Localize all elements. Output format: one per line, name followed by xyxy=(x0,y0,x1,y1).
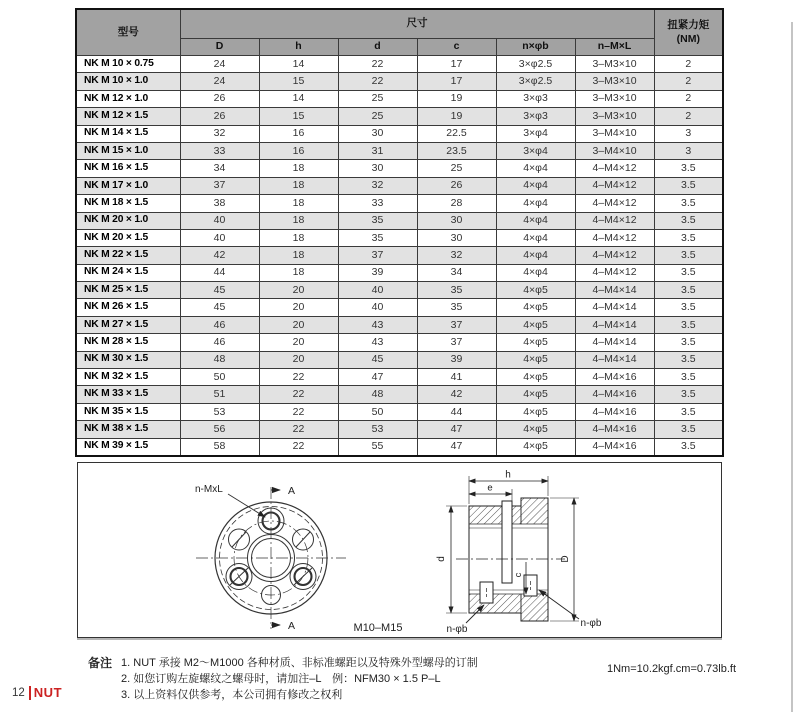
table-row xyxy=(76,334,723,351)
value-cell: 2 xyxy=(654,73,723,90)
table-row xyxy=(76,299,723,316)
value-cell: 4–M4×16 xyxy=(575,369,654,386)
value-cell: 43 xyxy=(338,316,417,333)
value-cell: 4×φ4 xyxy=(496,160,575,177)
value-cell: 30 xyxy=(338,125,417,142)
value-cell: 55 xyxy=(338,438,417,456)
value-cell: 39 xyxy=(338,264,417,281)
value-cell: 3.5 xyxy=(654,177,723,194)
value-cell: 3–M4×10 xyxy=(575,125,654,142)
value-cell: 3×φ4 xyxy=(496,142,575,159)
value-cell: 3.5 xyxy=(654,247,723,264)
technical-drawing-box xyxy=(77,462,722,638)
table-row xyxy=(76,229,723,246)
value-cell: 45 xyxy=(338,351,417,368)
value-cell: 3.5 xyxy=(654,195,723,212)
value-cell: 3.5 xyxy=(654,229,723,246)
value-cell: 37 xyxy=(417,334,496,351)
value-cell: 46 xyxy=(180,334,259,351)
value-cell: 4–M4×12 xyxy=(575,195,654,212)
value-cell: 28 xyxy=(417,195,496,212)
value-cell: 4–M4×12 xyxy=(575,177,654,194)
value-cell: 3×φ3 xyxy=(496,108,575,125)
value-cell: 16 xyxy=(259,125,338,142)
value-cell: 47 xyxy=(417,438,496,456)
value-cell: 47 xyxy=(338,369,417,386)
model-cell: NK M 27 × 1.5 xyxy=(76,316,180,333)
torque-label: 扭紧力矩 xyxy=(667,18,710,31)
value-cell: 3–M3×10 xyxy=(575,56,654,73)
subcol-n-phib: n×φb xyxy=(496,39,575,56)
subcol-h: h xyxy=(259,39,338,56)
value-cell: 4–M4×14 xyxy=(575,282,654,299)
value-cell: 18 xyxy=(259,177,338,194)
table-row xyxy=(76,351,723,368)
table-row xyxy=(76,438,723,456)
value-cell: 34 xyxy=(180,160,259,177)
m-hole-lower-right xyxy=(290,564,316,590)
value-cell: 33 xyxy=(338,195,417,212)
value-cell: 33 xyxy=(180,142,259,159)
value-cell: 4×φ5 xyxy=(496,386,575,403)
model-cell: NK M 14 × 1.5 xyxy=(76,125,180,142)
m-hole-lower-left xyxy=(226,564,252,590)
value-cell: 3.5 xyxy=(654,403,723,420)
value-cell: 38 xyxy=(180,195,259,212)
model-cell: NK M 26 × 1.5 xyxy=(76,299,180,316)
value-cell: 40 xyxy=(338,282,417,299)
model-cell: NK M 10 × 0.75 xyxy=(76,56,180,73)
value-cell: 22 xyxy=(259,386,338,403)
value-cell: 22 xyxy=(259,438,338,456)
value-cell: 4–M4×14 xyxy=(575,316,654,333)
table-row xyxy=(76,160,723,177)
value-cell: 45 xyxy=(180,299,259,316)
table-row xyxy=(76,108,723,125)
value-cell: 4×φ5 xyxy=(496,438,575,456)
value-cell: 3.5 xyxy=(654,334,723,351)
model-cell: NK M 38 × 1.5 xyxy=(76,421,180,438)
value-cell: 4×φ5 xyxy=(496,299,575,316)
table-row xyxy=(76,421,723,438)
notes-list xyxy=(121,655,478,703)
value-cell: 22 xyxy=(338,73,417,90)
dim-d-label: d xyxy=(436,556,447,562)
value-cell: 3–M3×10 xyxy=(575,90,654,107)
value-cell: 18 xyxy=(259,264,338,281)
value-cell: 3.5 xyxy=(654,212,723,229)
table-row xyxy=(76,386,723,403)
header-row-1 xyxy=(76,9,723,39)
subcol-c: c xyxy=(417,39,496,56)
model-cell: NK M 10 × 1.0 xyxy=(76,73,180,90)
value-cell: 4×φ4 xyxy=(496,212,575,229)
page-number: 12 xyxy=(12,686,25,699)
b-hole-upper-left xyxy=(229,529,250,550)
torque-unit: (NM) xyxy=(676,33,700,45)
section-label-top: A xyxy=(288,485,296,497)
value-cell: 42 xyxy=(180,247,259,264)
value-cell: 46 xyxy=(180,316,259,333)
value-cell: 3–M3×10 xyxy=(575,108,654,125)
col-header-model: 型号 xyxy=(76,9,180,56)
value-cell: 19 xyxy=(417,90,496,107)
model-cell: NK M 24 × 1.5 xyxy=(76,264,180,281)
table-row xyxy=(76,282,723,299)
value-cell: 48 xyxy=(180,351,259,368)
value-cell: 3.5 xyxy=(654,299,723,316)
value-cell: 44 xyxy=(417,403,496,420)
spec-table-container xyxy=(75,8,724,457)
model-cell: NK M 17 × 1.0 xyxy=(76,177,180,194)
value-cell: 4–M4×16 xyxy=(575,421,654,438)
value-cell: 4×φ5 xyxy=(496,351,575,368)
value-cell: 4×φ4 xyxy=(496,177,575,194)
model-cell: NK M 16 × 1.5 xyxy=(76,160,180,177)
value-cell: 2 xyxy=(654,108,723,125)
value-cell: 42 xyxy=(417,386,496,403)
value-cell: 56 xyxy=(180,421,259,438)
value-cell: 35 xyxy=(338,229,417,246)
clamp-slot xyxy=(502,501,512,583)
front-view xyxy=(196,487,346,629)
footer-brand xyxy=(12,685,62,700)
value-cell: 3×φ2.5 xyxy=(496,73,575,90)
value-cell: 4–M4×14 xyxy=(575,351,654,368)
value-cell: 3×φ4 xyxy=(496,125,575,142)
value-cell: 4–M4×12 xyxy=(575,160,654,177)
value-cell: 14 xyxy=(259,56,338,73)
table-row xyxy=(76,177,723,194)
subcol-n-mxl: n–M×L xyxy=(575,39,654,56)
value-cell: 35 xyxy=(417,299,496,316)
value-cell: 30 xyxy=(417,229,496,246)
value-cell: 2 xyxy=(654,56,723,73)
value-cell: 30 xyxy=(417,212,496,229)
value-cell: 14 xyxy=(259,90,338,107)
brand-logo-text: NUT xyxy=(33,685,63,700)
model-cell: NK M 15 × 1.0 xyxy=(76,142,180,159)
value-cell: 4×φ5 xyxy=(496,421,575,438)
value-cell: 2 xyxy=(654,90,723,107)
value-cell: 4–M4×12 xyxy=(575,247,654,264)
value-cell: 17 xyxy=(417,73,496,90)
phib-label-right: n-φb xyxy=(580,618,602,629)
value-cell: 40 xyxy=(338,299,417,316)
value-cell: 4×φ4 xyxy=(496,264,575,281)
value-cell: 18 xyxy=(259,160,338,177)
table-row xyxy=(76,403,723,420)
b-hole-upper-right xyxy=(293,529,314,550)
note-line-2: 2. 如您订购左旋螺纹之螺母时，请加注–L 例：NFM30 × 1.5 P–L xyxy=(121,673,441,685)
note-line-1: 1. NUT 承接 M2～M1000 各种材质、非标准螺距以及特殊外型螺母的订制 xyxy=(121,657,478,669)
value-cell: 18 xyxy=(259,247,338,264)
value-cell: 44 xyxy=(180,264,259,281)
model-cell: NK M 12 × 1.5 xyxy=(76,108,180,125)
table-row xyxy=(76,56,723,73)
value-cell: 3.5 xyxy=(654,421,723,438)
value-cell: 50 xyxy=(338,403,417,420)
value-cell: 3 xyxy=(654,125,723,142)
value-cell: 25 xyxy=(338,108,417,125)
model-cell: NK M 12 × 1.0 xyxy=(76,90,180,107)
model-cell: NK M 32 × 1.5 xyxy=(76,369,180,386)
value-cell: 4–M4×16 xyxy=(575,438,654,456)
table-row xyxy=(76,264,723,281)
table-row xyxy=(76,212,723,229)
hatch-top-left xyxy=(469,506,521,524)
value-cell: 22 xyxy=(338,56,417,73)
value-cell: 23.5 xyxy=(417,142,496,159)
value-cell: 15 xyxy=(259,73,338,90)
dim-h-label: h xyxy=(505,469,511,481)
value-cell: 20 xyxy=(259,334,338,351)
value-cell: 3.5 xyxy=(654,351,723,368)
value-cell: 4–M4×12 xyxy=(575,264,654,281)
model-cell: NK M 33 × 1.5 xyxy=(76,386,180,403)
value-cell: 18 xyxy=(259,229,338,246)
notes-title: 备注 xyxy=(88,656,113,670)
value-cell: 58 xyxy=(180,438,259,456)
value-cell: 22 xyxy=(259,421,338,438)
value-cell: 37 xyxy=(417,316,496,333)
value-cell: 35 xyxy=(417,282,496,299)
model-cell: NK M 39 × 1.5 xyxy=(76,438,180,456)
value-cell: 16 xyxy=(259,142,338,159)
phib-label-left: n-φb xyxy=(446,624,468,635)
value-cell: 18 xyxy=(259,212,338,229)
table-row xyxy=(76,195,723,212)
value-cell: 17 xyxy=(417,56,496,73)
dim-D-label: D xyxy=(560,555,571,563)
value-cell: 4×φ5 xyxy=(496,369,575,386)
model-cell: NK M 20 × 1.0 xyxy=(76,212,180,229)
section-view xyxy=(446,476,579,623)
section-label-bottom: A xyxy=(288,620,296,632)
value-cell: 18 xyxy=(259,195,338,212)
model-cell: NK M 35 × 1.5 xyxy=(76,403,180,420)
table-row xyxy=(76,90,723,107)
table-row xyxy=(76,369,723,386)
value-cell: 26 xyxy=(180,90,259,107)
value-cell: 4×φ4 xyxy=(496,195,575,212)
value-cell: 53 xyxy=(338,421,417,438)
table-row xyxy=(76,247,723,264)
value-cell: 35 xyxy=(338,212,417,229)
value-cell: 4–M4×16 xyxy=(575,403,654,420)
hatch-top-flange xyxy=(521,498,548,524)
spec-table xyxy=(75,8,724,457)
value-cell: 26 xyxy=(180,108,259,125)
value-cell: 25 xyxy=(338,90,417,107)
table-row xyxy=(76,142,723,159)
torque-conversion-note: 1Nm=10.2kgf.cm=0.73lb.ft xyxy=(607,663,737,675)
value-cell: 3 xyxy=(654,142,723,159)
value-cell: 37 xyxy=(338,247,417,264)
value-cell: 15 xyxy=(259,108,338,125)
value-cell: 40 xyxy=(180,212,259,229)
value-cell: 3–M4×10 xyxy=(575,142,654,159)
col-header-dimensions: 尺寸 xyxy=(180,9,654,39)
dim-c-label: c xyxy=(513,572,524,578)
value-cell: 4–M4×14 xyxy=(575,334,654,351)
value-cell: 37 xyxy=(180,177,259,194)
technical-drawing xyxy=(78,463,721,637)
subcol-d: d xyxy=(338,39,417,56)
model-cell: NK M 28 × 1.5 xyxy=(76,334,180,351)
value-cell: 3.5 xyxy=(654,160,723,177)
page-scan-edge xyxy=(791,22,793,712)
brand-divider xyxy=(29,686,31,700)
value-cell: 24 xyxy=(180,73,259,90)
value-cell: 24 xyxy=(180,56,259,73)
value-cell: 47 xyxy=(417,421,496,438)
n-mxl-label: n-MxL xyxy=(195,484,223,495)
value-cell: 3.5 xyxy=(654,438,723,456)
value-cell: 20 xyxy=(259,299,338,316)
value-cell: 4×φ4 xyxy=(496,229,575,246)
value-cell: 51 xyxy=(180,386,259,403)
value-cell: 4–M4×12 xyxy=(575,229,654,246)
table-row xyxy=(76,316,723,333)
value-cell: 3.5 xyxy=(654,282,723,299)
value-cell: 40 xyxy=(180,229,259,246)
value-cell: 43 xyxy=(338,334,417,351)
model-cell: NK M 30 × 1.5 xyxy=(76,351,180,368)
value-cell: 4×φ4 xyxy=(496,247,575,264)
value-cell: 22 xyxy=(259,369,338,386)
value-cell: 4×φ5 xyxy=(496,403,575,420)
model-cell: NK M 18 × 1.5 xyxy=(76,195,180,212)
dim-e-label: e xyxy=(487,482,493,494)
value-cell: 3.5 xyxy=(654,386,723,403)
value-cell: 20 xyxy=(259,351,338,368)
value-cell: 32 xyxy=(417,247,496,264)
value-cell: 20 xyxy=(259,316,338,333)
value-cell: 41 xyxy=(417,369,496,386)
value-cell: 20 xyxy=(259,282,338,299)
value-cell: 3–M3×10 xyxy=(575,73,654,90)
value-cell: 4×φ5 xyxy=(496,334,575,351)
value-cell: 25 xyxy=(417,160,496,177)
hatch-bottom-left xyxy=(469,594,521,613)
spec-table-body xyxy=(76,56,723,456)
value-cell: 32 xyxy=(338,177,417,194)
model-cell: NK M 22 × 1.5 xyxy=(76,247,180,264)
value-cell: 32 xyxy=(180,125,259,142)
value-cell: 39 xyxy=(417,351,496,368)
m-hole-top xyxy=(258,508,284,534)
value-cell: 45 xyxy=(180,282,259,299)
model-cell: NK M 20 × 1.5 xyxy=(76,229,180,246)
value-cell: 31 xyxy=(338,142,417,159)
value-cell: 3×φ2.5 xyxy=(496,56,575,73)
model-cell: NK M 25 × 1.5 xyxy=(76,282,180,299)
value-cell: 4×φ5 xyxy=(496,282,575,299)
value-cell: 3.5 xyxy=(654,369,723,386)
table-row xyxy=(76,73,723,90)
value-cell: 4–M4×16 xyxy=(575,386,654,403)
note-line-3: 3. 以上资料仅供参考，本公司拥有修改之权利 xyxy=(121,689,343,701)
table-row xyxy=(76,125,723,142)
notes-section xyxy=(88,655,478,703)
value-cell: 4–M4×12 xyxy=(575,212,654,229)
value-cell: 19 xyxy=(417,108,496,125)
value-cell: 53 xyxy=(180,403,259,420)
value-cell: 34 xyxy=(417,264,496,281)
value-cell: 30 xyxy=(338,160,417,177)
value-cell: 4×φ5 xyxy=(496,316,575,333)
value-cell: 22.5 xyxy=(417,125,496,142)
value-cell: 48 xyxy=(338,386,417,403)
range-label: M10–M15 xyxy=(353,622,403,634)
value-cell: 26 xyxy=(417,177,496,194)
n-mxl-leader xyxy=(228,494,265,517)
value-cell: 3.5 xyxy=(654,264,723,281)
subcol-D: D xyxy=(180,39,259,56)
value-cell: 4–M4×14 xyxy=(575,299,654,316)
value-cell: 22 xyxy=(259,403,338,420)
value-cell: 3×φ3 xyxy=(496,90,575,107)
value-cell: 50 xyxy=(180,369,259,386)
hatch-bottom-flange xyxy=(521,594,548,621)
col-header-torque xyxy=(654,9,723,56)
value-cell: 3.5 xyxy=(654,316,723,333)
phib-hole-left xyxy=(480,582,493,603)
